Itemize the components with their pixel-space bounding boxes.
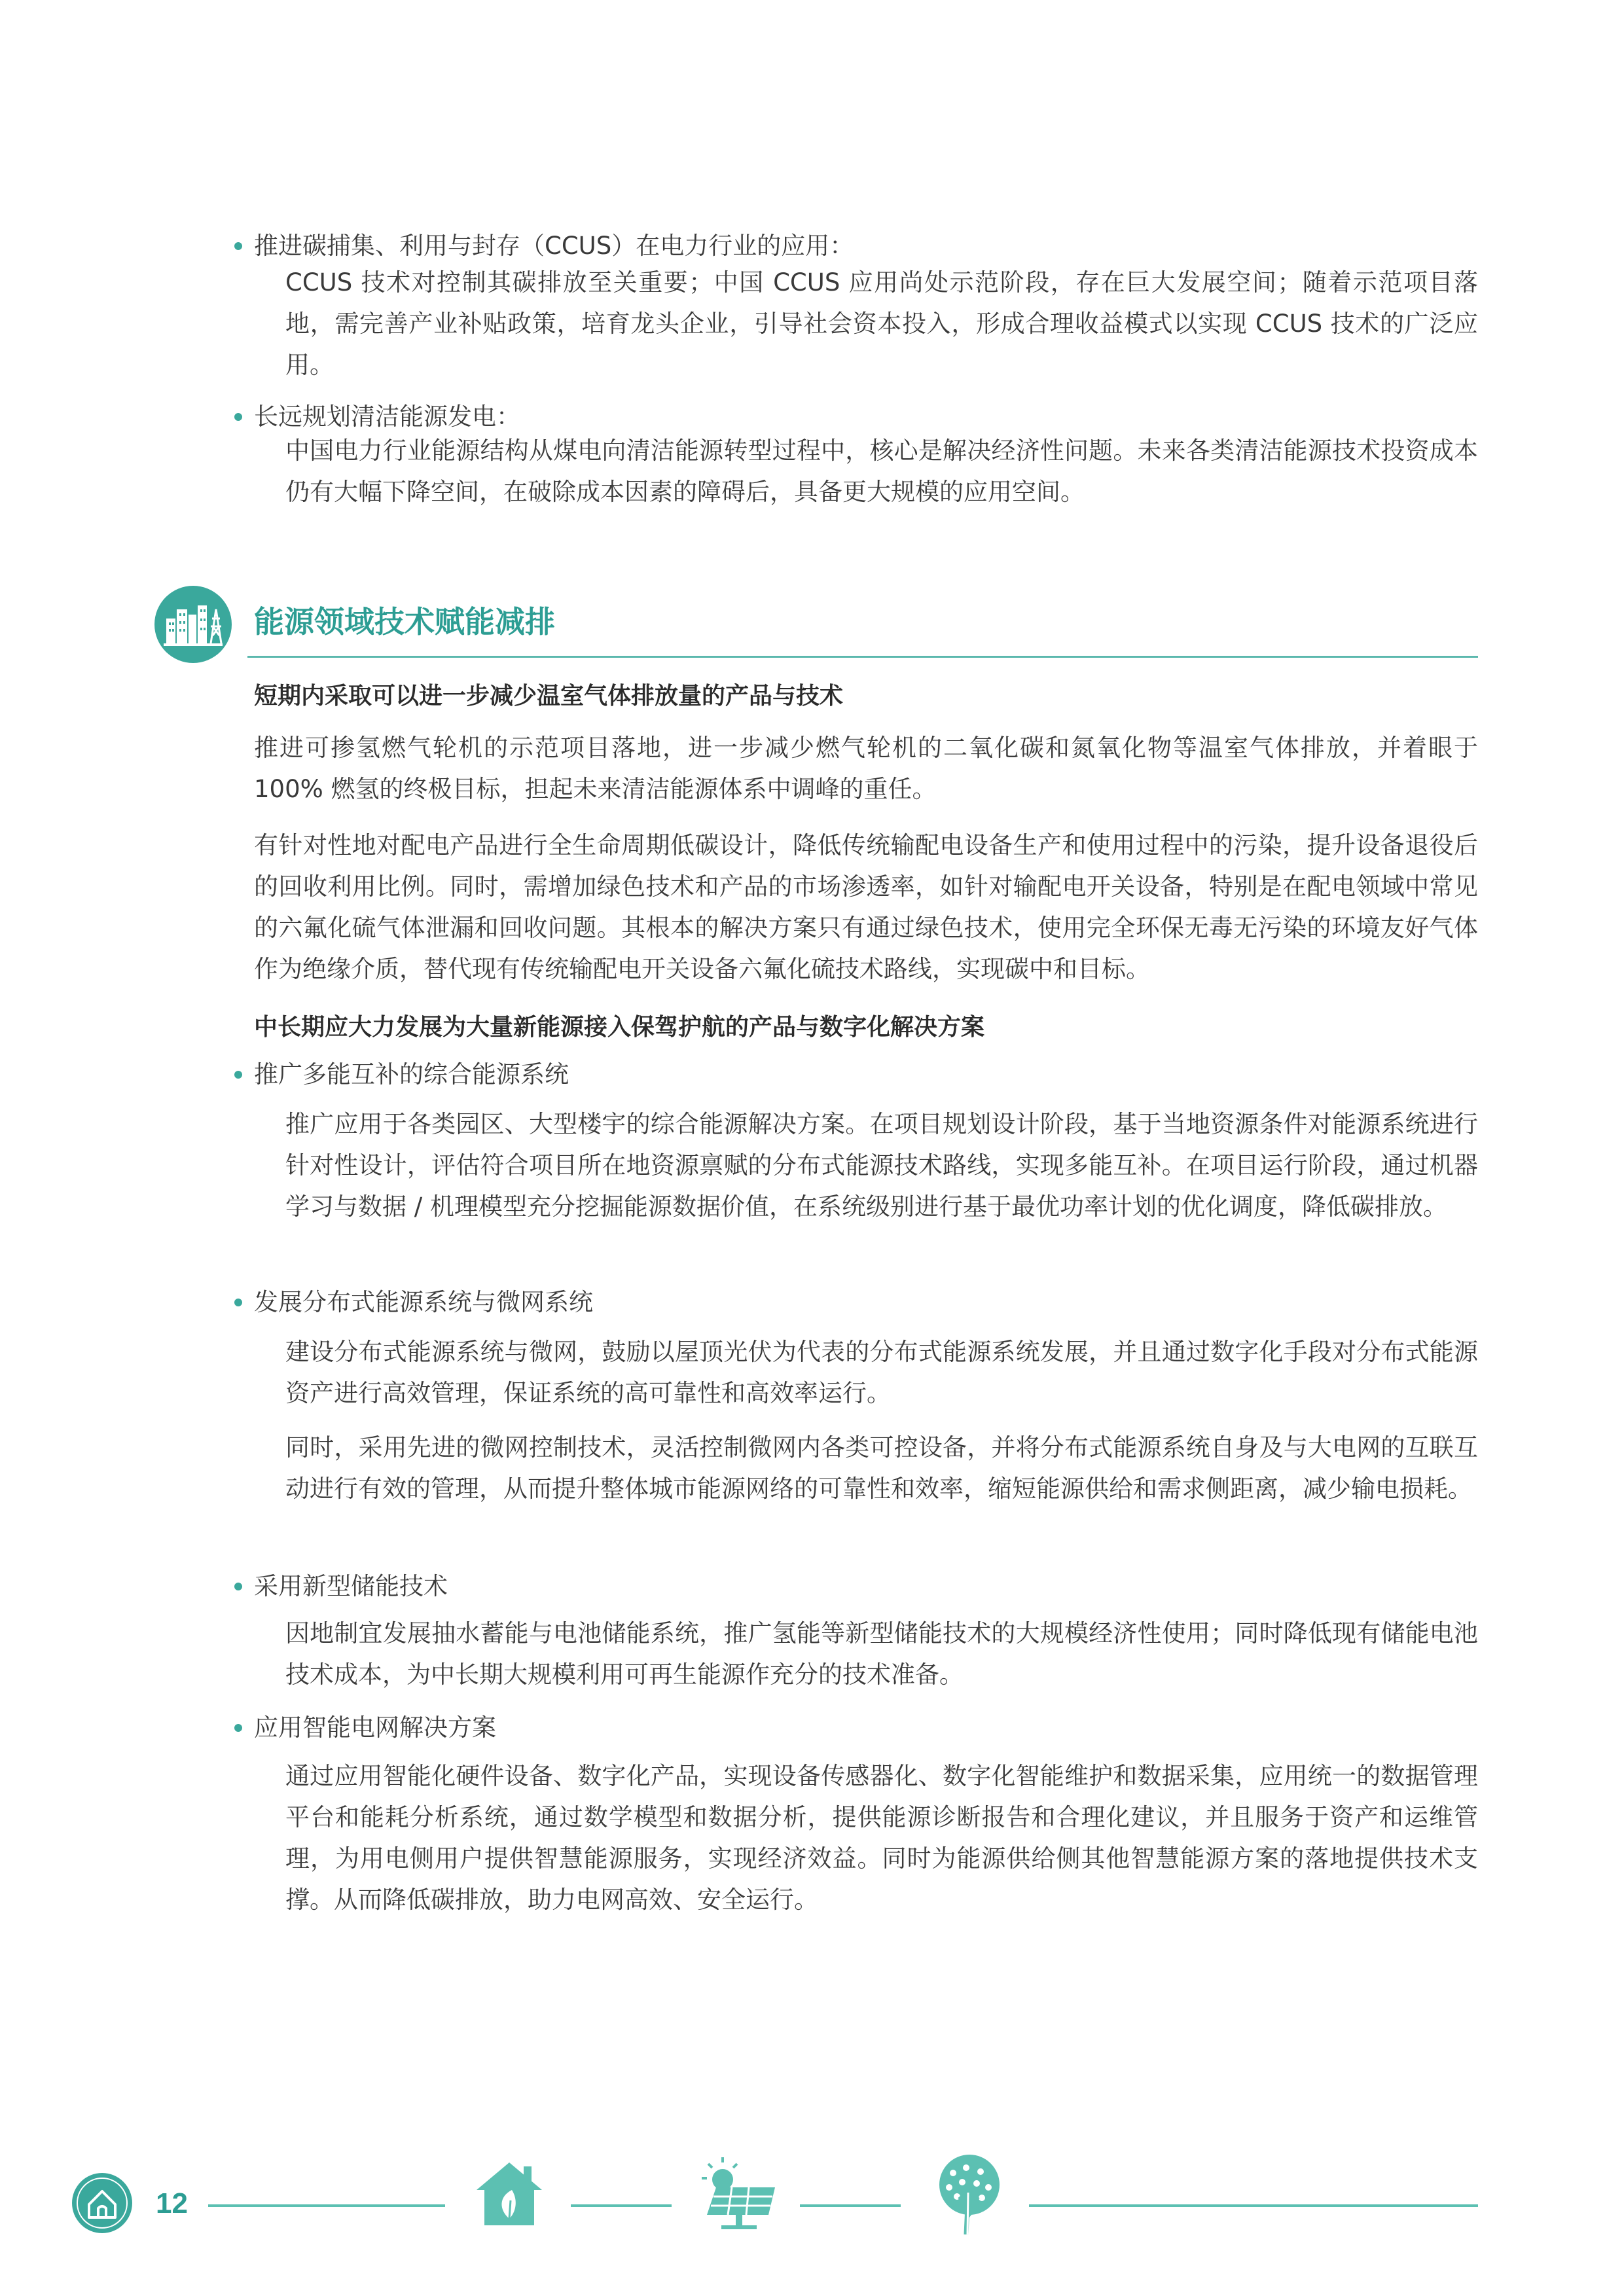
city-power-icon	[154, 586, 232, 663]
short-term-heading: 短期内采取可以进一步减少温室气体排放量的产品与技术	[254, 683, 844, 709]
short-term-para-2: 有针对性地对配电产品进行全生命周期低碳设计，降低传统输配电设备生产和使用过程中的污染，提升设备退役后的回收利用比例。同时，需增加绿色技术和产品的市场渗透率，如针对输配电开关设备，特别是在配电领域中常见的六氟化硫气体泄漏和回收问题。其根本的解决方案只有通过绿色技术，使用完全环保无毒无污染的环境友好气体作为绝缘介质，替代现有传统输配电开关设备六氟化硫技术路线，实现碳中和目标。	[254, 831, 1478, 983]
solar-panel-icon	[696, 2155, 782, 2236]
tree-icon	[933, 2153, 1005, 2238]
bullet-clean-head: 长远规划清洁能源发电：	[254, 397, 520, 437]
short-term-para-1: 推进可掺氢燃气轮机的示范项目落地，进一步减少燃气轮机的二氧化碳和氮氧化物等温室气体排放，并着眼于 100% 燃氢的终极目标，担起未来清洁能源体系中调峰的重任。	[254, 734, 1478, 803]
long-term-heading: 中长期应大力发展为大量新能源接入保驾护航的产品与数字化解决方案	[254, 1014, 985, 1041]
page-number: 12	[156, 2187, 188, 2219]
list-item-head: 应用智能电网解决方案	[254, 1708, 496, 1748]
list-item-body: 通过应用智能化硬件设备、数字化产品，实现设备传感器化、数字化智能维护和数据采集，应用统一的数据管理平台和能耗分析系统，通过数学模型和数据分析，提供能源诊断报告和合理化建议，并且服务于资产和运维管理，为用电侧用户提供智慧能源服务，实现经济效益。同时为能源供给侧其他智慧能源方案的落地提供技术支撑。从而降低碳排放，助力电网高效、安全运行。	[285, 1762, 1478, 1914]
list-item-body: 同时，采用先进的微网控制技术，灵活控制微网内各类可控设备，并将分布式能源系统自身及与大电网的互联互动进行有效的管理，从而提升整体城市能源网络的可靠性和效率，缩短能源供给和需求侧距离，减少输电损耗。	[285, 1433, 1478, 1503]
ccus-body: CCUS 技术对控制其碳排放至关重要；中国 CCUS 应用尚处示范阶段，存在巨大发展空间；随着示范项目落地，需完善产业补贴政策，培育龙头企业，引导社会资本投入，形成合理收益模式以实现 CCUS 技术的广泛应用。	[285, 268, 1478, 379]
list-item-head: 发展分布式能源系统与微网系统	[254, 1283, 593, 1322]
home-circle-icon	[71, 2172, 134, 2237]
eco-house-icon	[473, 2157, 546, 2233]
list-item-body: 推广应用于各类园区、大型楼宇的综合能源解决方案。在项目规划设计阶段，基于当地资源条件对能源系统进行针对性设计，评估符合项目所在地资源禀赋的分布式能源技术路线，实现多能互补。在项目运行阶段，通过机器学习与数据 / 机理模型充分挖掘能源数据价值，在系统级别进行基于最优功率计划的优化调度，降低碳排放。	[285, 1110, 1478, 1221]
footer-rule	[208, 2204, 445, 2207]
footer-rule	[800, 2204, 901, 2207]
list-item-head: 采用新型储能技术	[254, 1567, 448, 1606]
footer-rule	[571, 2204, 672, 2207]
footer-rule	[1029, 2204, 1478, 2207]
section-divider	[247, 656, 1478, 658]
bullet-ccus-head: 推进碳捕集、利用与封存（CCUS）在电力行业的应用：	[254, 226, 854, 266]
list-item-head: 推广多能互补的综合能源系统	[254, 1055, 569, 1094]
list-item-body: 建设分布式能源系统与微网，鼓励以屋顶光伏为代表的分布式能源系统发展，并且通过数字化手段对分布式能源资产进行高效管理，保证系统的高可靠性和高效率运行。	[285, 1338, 1478, 1407]
clean-body: 中国电力行业能源结构从煤电向清洁能源转型过程中，核心是解决经济性问题。未来各类清洁能源技术投资成本仍有大幅下降空间，在破除成本因素的障碍后，具备更大规模的应用空间。	[285, 437, 1478, 506]
list-item-body: 因地制宜发展抽水蓄能与电池储能系统，推广氢能等新型储能技术的大规模经济性使用；同时降低现有储能电池技术成本，为中长期大规模利用可再生能源作充分的技术准备。	[285, 1619, 1478, 1689]
section-title: 能源领域技术赋能减排	[254, 604, 555, 639]
